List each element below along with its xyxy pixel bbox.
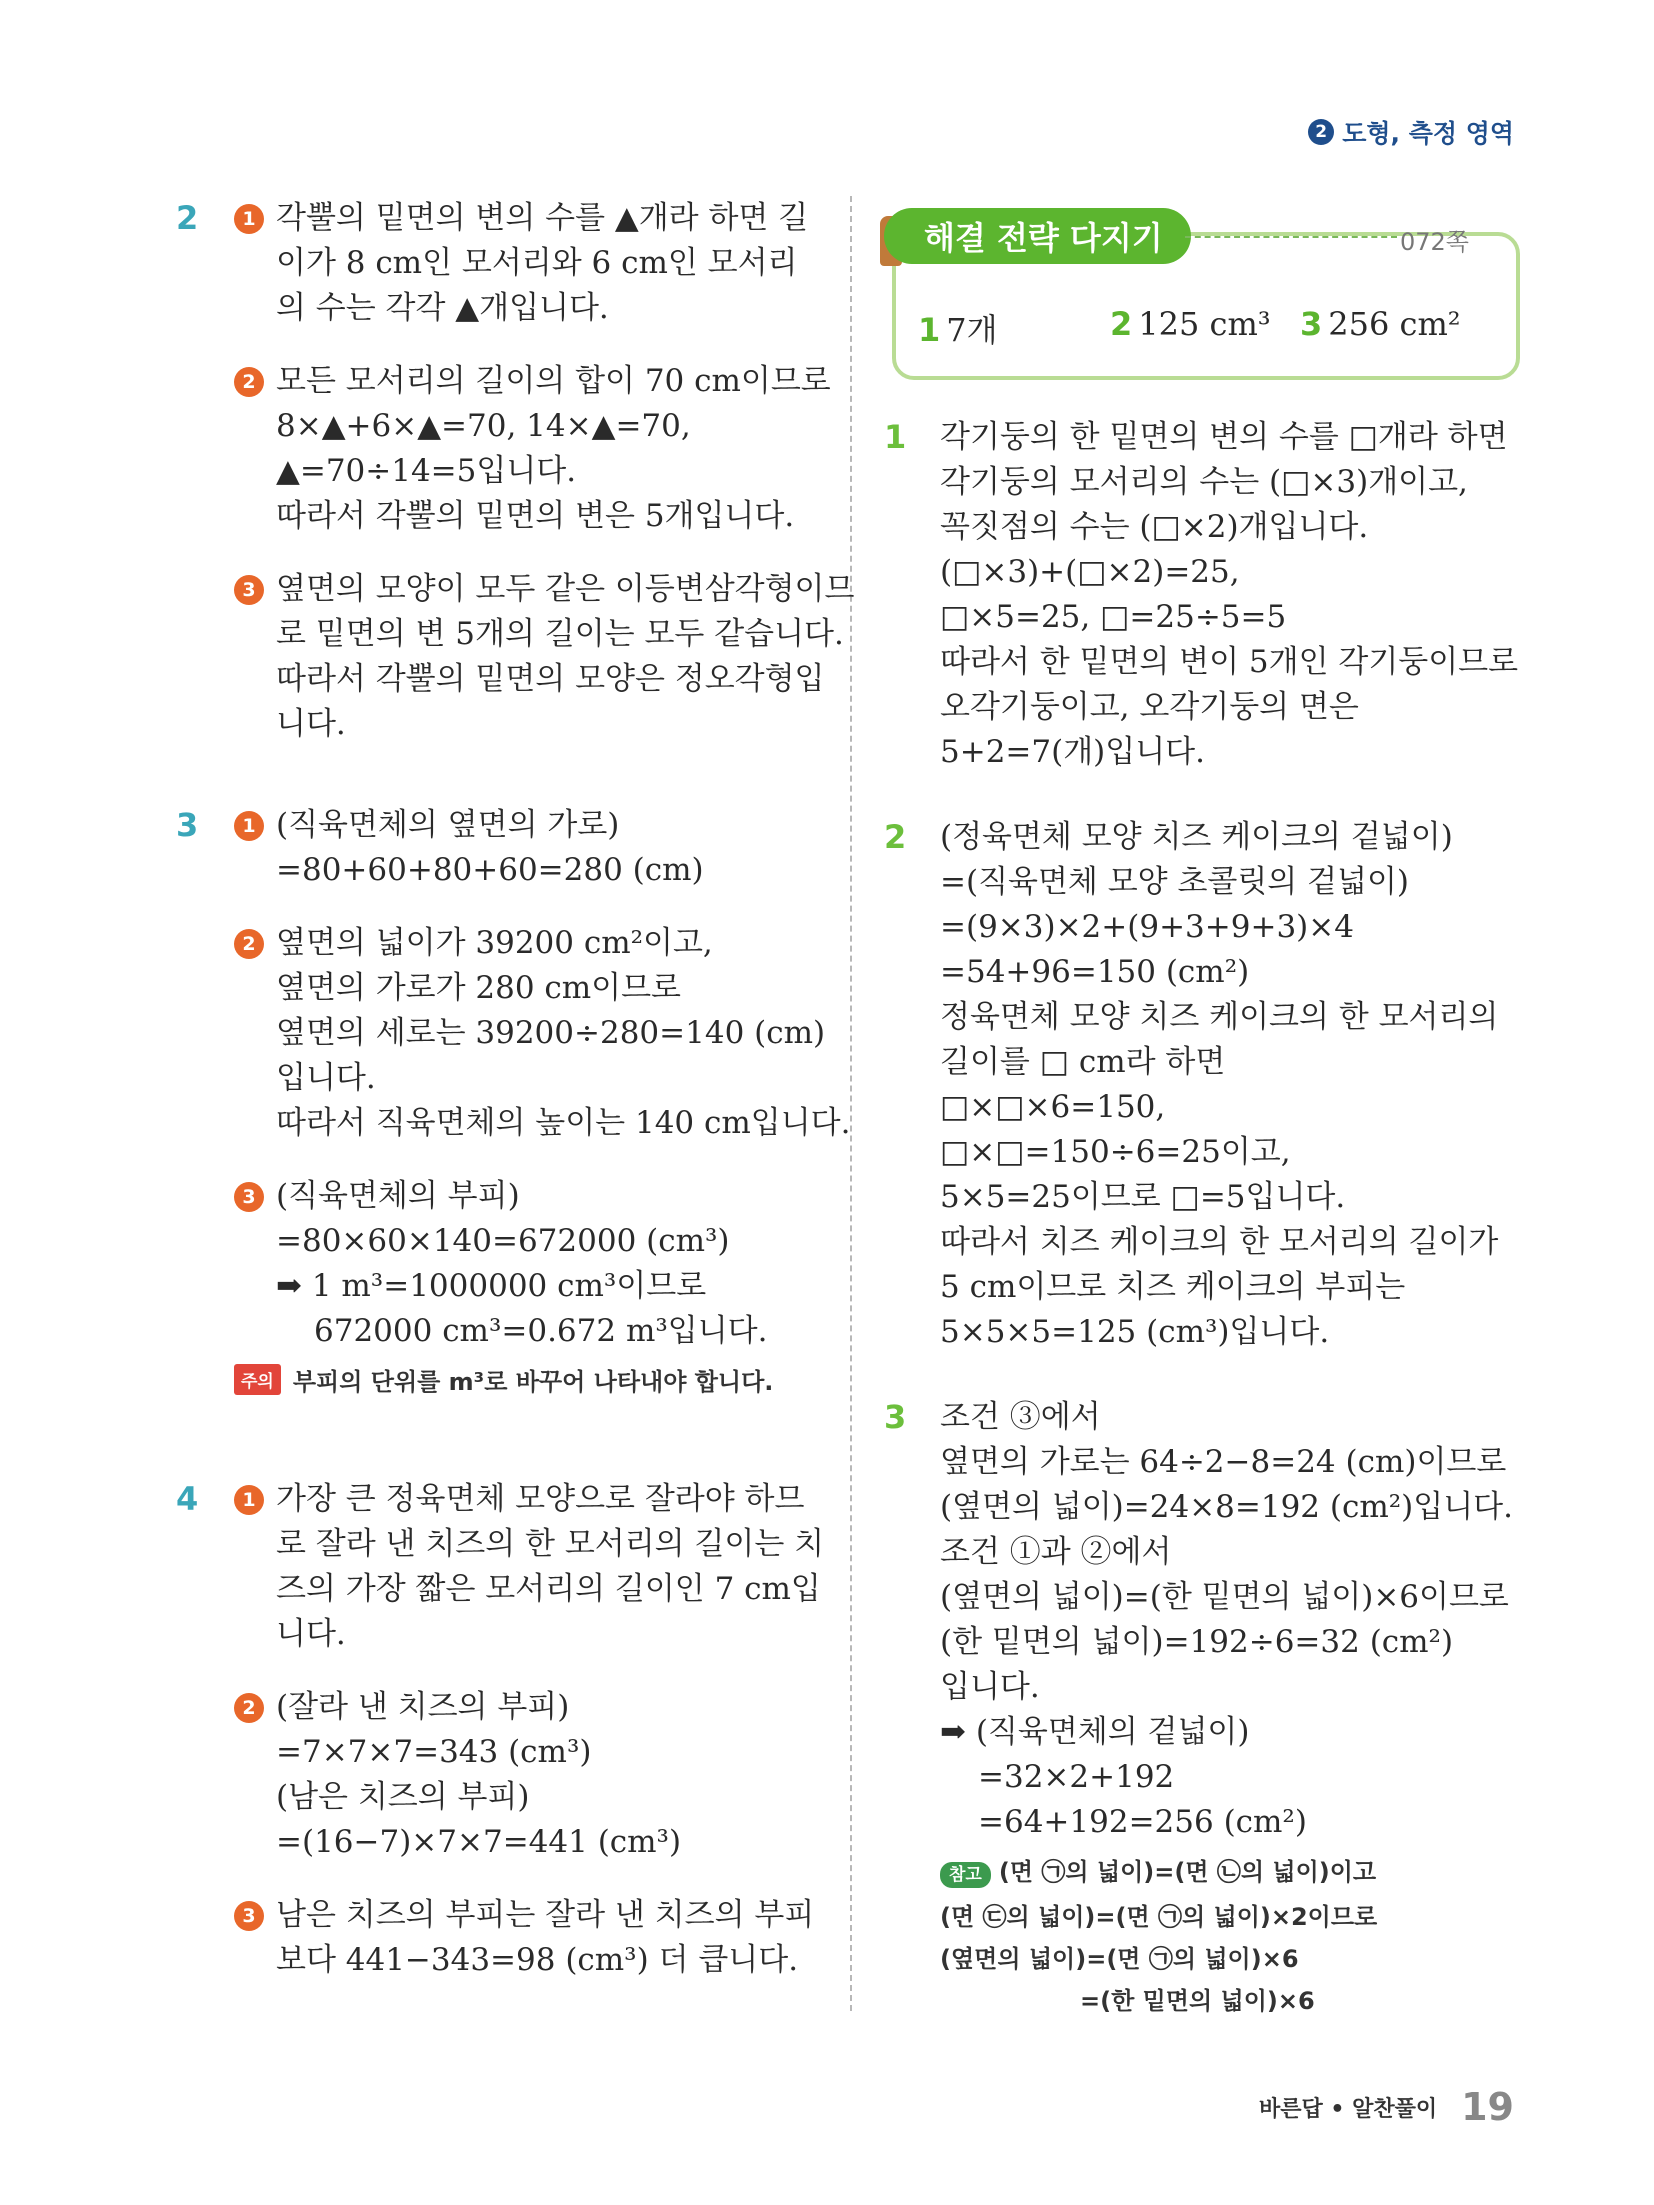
text-line: (옆면의 넓이)=24×8=192 (cm²)입니다. xyxy=(940,1489,1513,1525)
text-line: 조건 ③에서 xyxy=(940,1399,1101,1435)
text-line: 각기둥의 한 밑면의 변의 수를 □개라 하면 xyxy=(940,419,1508,455)
step-badge-1: 1 xyxy=(234,1485,264,1515)
text-line: 따라서 직육면체의 높이는 140 cm입니다. xyxy=(276,1105,851,1141)
step-3 xyxy=(234,1174,820,1354)
step-badge-3: 3 xyxy=(234,1901,264,1931)
text-line: =54+96=150 (cm²) xyxy=(940,954,1250,990)
text-line: 보다 441−343=98 (cm³) 더 큽니다. xyxy=(276,1942,799,1978)
answer-value: 125 cm³ xyxy=(1138,305,1271,343)
text-line: =80+60+80+60=280 (cm) xyxy=(276,852,704,888)
problem-4-left xyxy=(176,1477,825,1983)
text-line: 이가 8 cm인 모서리와 6 cm인 모서리 xyxy=(276,245,798,281)
reference-tag: 참고 xyxy=(940,1862,991,1888)
strategy-title: 해결 전략 다지기 xyxy=(884,208,1191,264)
text-line: 꼭짓점의 수는 (□×2)개입니다. xyxy=(940,509,1369,545)
text-line: 각기둥의 모서리의 수는 (□×3)개이고, xyxy=(940,464,1468,500)
text-line: 5+2=7(개)입니다. xyxy=(940,734,1205,770)
text-line: 5 cm이므로 치즈 케이크의 부피는 xyxy=(940,1269,1406,1305)
text-line: 따라서 한 밑면의 변이 5개인 각기둥이므로 xyxy=(940,644,1519,680)
problem-number: 2 xyxy=(884,818,907,856)
text-line: 가장 큰 정육면체 모양으로 잘라야 하므 xyxy=(276,1481,805,1517)
answer-value: 256 cm² xyxy=(1328,305,1461,343)
text-line: =32×2+192 xyxy=(978,1759,1175,1795)
text-line: =7×7×7=343 (cm³) xyxy=(276,1734,592,1770)
step-1 xyxy=(234,196,820,331)
answer-number: 1 xyxy=(918,311,941,349)
reference-line: (면 ㉢의 넓이)=(면 ㉠의 넓이)×2이므로 xyxy=(940,1903,1378,1931)
text-line: 로 밑면의 변 5개의 길이는 모두 같습니다. xyxy=(276,616,844,652)
text-line: 입니다. xyxy=(940,1669,1040,1705)
problem-2-left xyxy=(176,196,855,747)
text-line: 따라서 치즈 케이크의 한 모서리의 길이가 xyxy=(940,1224,1499,1260)
reference-line: =(한 밑면의 넓이)×6 xyxy=(1080,1987,1315,2015)
problem-number: 4 xyxy=(176,1480,199,1518)
text-line: ➡ 1 m³=1000000 cm³이므로 xyxy=(276,1268,707,1304)
text-line: 5×5=25이므로 □=5입니다. xyxy=(940,1179,1346,1215)
text-line: 옆면의 모양이 모두 같은 이등변삼각형이므 xyxy=(276,571,855,607)
text-line: (잘라 낸 치즈의 부피) xyxy=(276,1689,570,1725)
text-line: (직육면체의 부피) xyxy=(276,1178,520,1214)
problem-3-left xyxy=(176,803,851,1397)
text-line: 니다. xyxy=(276,706,346,742)
strategy-answer-3 xyxy=(1300,305,1461,343)
answer-number: 2 xyxy=(1110,305,1133,343)
text-line: 의 수는 각각 ▲개입니다. xyxy=(276,290,609,326)
caution-tag: 주의 xyxy=(234,1364,281,1395)
step-badge-1: 1 xyxy=(234,204,264,234)
reference-note xyxy=(940,1851,1520,2022)
text-line: 즈의 가장 짧은 모서리의 길이인 7 cm입 xyxy=(276,1571,821,1607)
text-line: □×5=25, □=25÷5=5 xyxy=(940,599,1287,635)
text-line: =(직육면체 모양 초콜릿의 겉넓이) xyxy=(940,864,1410,900)
strategy-divider xyxy=(1185,236,1397,238)
step-1 xyxy=(234,1477,825,1657)
text-line: =64+192=256 (cm²) xyxy=(978,1804,1307,1840)
text-line: 8×▲+6×▲=70, 14×▲=70, xyxy=(276,408,691,444)
step-badge-2: 2 xyxy=(234,367,264,397)
problem-number: 3 xyxy=(884,1398,907,1436)
section-number-badge: 2 xyxy=(1308,119,1334,145)
text-line: 조건 ①과 ②에서 xyxy=(940,1534,1172,1570)
page-footer xyxy=(1259,2085,1514,2129)
text-line: =(16−7)×7×7=441 (cm³) xyxy=(276,1824,682,1860)
step-badge-2: 2 xyxy=(234,929,264,959)
text-line: ➡ (직육면체의 겉넓이) xyxy=(940,1714,1250,1750)
caution-note xyxy=(234,1362,820,1397)
step-2 xyxy=(234,359,831,539)
problem-3-right xyxy=(880,1395,1520,2022)
problem-2-right xyxy=(880,815,1520,1355)
text-line: 정육면체 모양 치즈 케이크의 한 모서리의 xyxy=(940,999,1499,1035)
text-line: 옆면의 세로는 39200÷280=140 (cm) xyxy=(276,1015,826,1051)
section-header xyxy=(1308,114,1514,150)
page-number: 19 xyxy=(1461,2085,1514,2129)
answer-value: 7개 xyxy=(946,311,998,349)
text-line: (직육면체의 옆면의 가로) xyxy=(276,807,620,843)
step-1 xyxy=(234,803,820,893)
text-line: 따라서 각뿔의 밑면의 모양은 정오각형입 xyxy=(276,661,825,697)
left-column xyxy=(176,196,855,2011)
text-line: 로 잘라 낸 치즈의 한 모서리의 길이는 치 xyxy=(276,1526,825,1562)
text-line: 길이를 □ cm라 하면 xyxy=(940,1044,1226,1080)
problem-number: 3 xyxy=(176,806,199,844)
problem-number: 2 xyxy=(176,199,199,237)
text-line: 672000 cm³=0.672 m³입니다. xyxy=(314,1313,768,1349)
footer-label: 바른답 • 알찬풀이 xyxy=(1258,2096,1438,2122)
text-line: (□×3)+(□×2)=25, xyxy=(940,554,1240,590)
text-line: ▲=70÷14=5입니다. xyxy=(276,453,577,489)
step-badge-3: 3 xyxy=(234,1182,264,1212)
step-badge-3: 3 xyxy=(234,575,264,605)
step-badge-1: 1 xyxy=(234,811,264,841)
text-line: 입니다. xyxy=(276,1060,376,1096)
caution-text: 부피의 단위를 m³로 바꾸어 나타내야 합니다. xyxy=(292,1368,774,1396)
strategy-page-ref: 072쪽 xyxy=(1400,228,1469,256)
reference-line: (옆면의 넓이)=(면 ㉠의 넓이)×6 xyxy=(940,1945,1299,1973)
text-line: 모든 모서리의 길이의 합이 70 cm이므로 xyxy=(276,363,831,399)
strategy-answer-1 xyxy=(918,305,998,351)
text-line: (한 밑면의 넓이)=192÷6=32 (cm²) xyxy=(940,1624,1454,1660)
text-line: □×□×6=150, xyxy=(940,1089,1166,1125)
step-2 xyxy=(234,921,851,1146)
answer-number: 3 xyxy=(1300,305,1323,343)
text-line: 5×5×5=125 (cm³)입니다. xyxy=(940,1314,1330,1350)
problem-number: 1 xyxy=(884,418,907,456)
text-line: 옆면의 가로가 280 cm이므로 xyxy=(276,970,682,1006)
text-line: □×□=150÷6=25이고, xyxy=(940,1134,1291,1170)
step-3 xyxy=(234,1893,820,1983)
text-line: 각뿔의 밑면의 변의 수를 ▲개라 하면 길 xyxy=(276,200,809,236)
step-2 xyxy=(234,1685,820,1865)
text-line: =(9×3)×2+(9+3+9+3)×4 xyxy=(940,909,1354,945)
text-line: 옆면의 넓이가 39200 cm²이고, xyxy=(276,925,713,961)
text-line: (정육면체 모양 치즈 케이크의 겉넓이) xyxy=(940,819,1453,855)
text-line: 니다. xyxy=(276,1616,346,1652)
reference-line xyxy=(940,1851,1520,1896)
text-line: (옆면의 넓이)=(한 밑면의 넓이)×6이므로 xyxy=(940,1579,1509,1615)
text-line: 옆면의 가로는 64÷2−8=24 (cm)이므로 xyxy=(940,1444,1507,1480)
strategy-answer-2 xyxy=(1110,305,1271,343)
section-title: 도형, 측정 영역 xyxy=(1342,119,1514,148)
reference-text: (면 ㉠의 넓이)=(면 ㉡의 넓이)이고 xyxy=(998,1858,1377,1886)
step-badge-2: 2 xyxy=(234,1693,264,1723)
text-line: 오각기둥이고, 오각기둥의 면은 xyxy=(940,689,1359,725)
text-line: =80×60×140=672000 (cm³) xyxy=(276,1223,730,1259)
right-column xyxy=(880,415,1520,2022)
problem-1-right xyxy=(880,415,1520,775)
step-3 xyxy=(234,567,855,747)
text-line: 따라서 각뿔의 밑면의 변은 5개입니다. xyxy=(276,498,795,534)
text-line: 남은 치즈의 부피는 잘라 낸 치즈의 부피 xyxy=(276,1897,815,1933)
text-line: (남은 치즈의 부피) xyxy=(276,1779,530,1815)
